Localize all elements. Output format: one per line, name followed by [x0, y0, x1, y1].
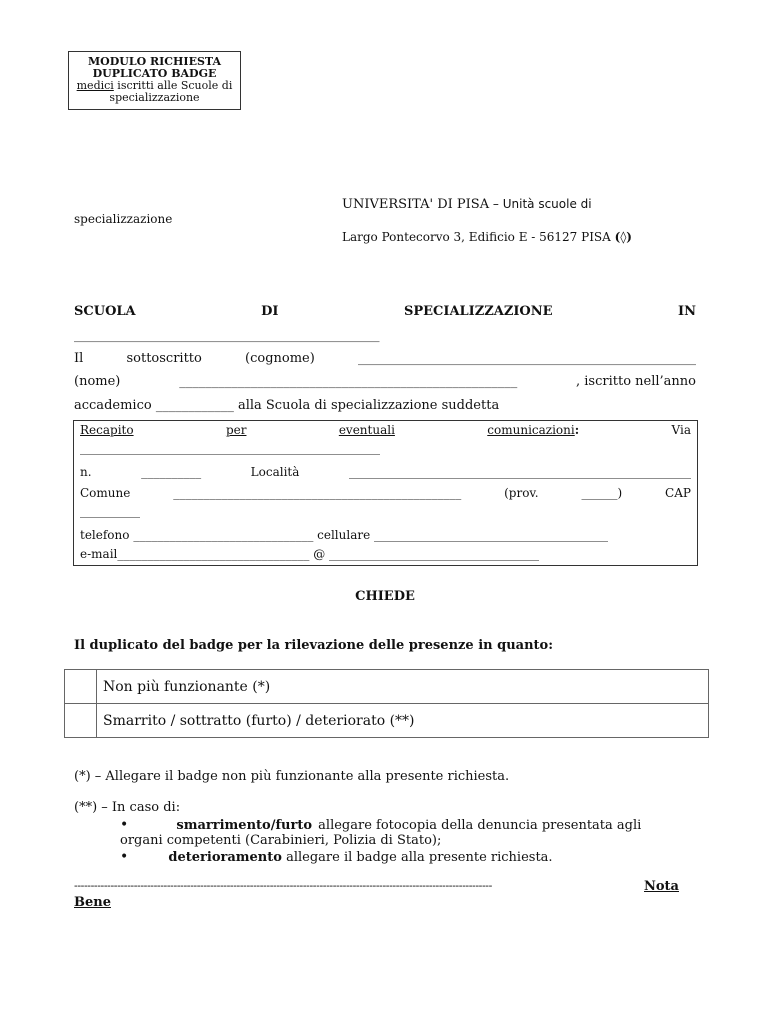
name-field[interactable]: ____________________________________________________ — [179, 374, 518, 389]
form-title-box — [68, 51, 241, 110]
bullet-2: • deterioramento allegare il badge alla presente richiesta. — [120, 849, 553, 865]
option-row — [65, 670, 709, 704]
footer-separator: ------------------------------------------------------------------------------------------------------------------------------ — [74, 879, 492, 892]
address-street: Largo Pontecorvo 3, Edificio E - 56127 PISA (◊) — [342, 230, 632, 244]
note-1: (*) – Allegare il badge non più funzionante alla presente richiesta. — [74, 769, 510, 784]
locality-field[interactable]: _________________________________________________________ — [348, 465, 691, 479]
footer-nota: Nota — [644, 879, 679, 894]
chiede-heading: CHIEDE — [355, 589, 415, 604]
title-line-4: specializzazione — [109, 91, 200, 104]
name-line: (nome) ____________________________________________________ , iscritto nell’anno — [74, 374, 696, 389]
contact-header-row: Recapito per eventuali comunicazioni: Via — [80, 423, 691, 437]
email-user-field[interactable]: ________________________________ — [117, 547, 310, 561]
address-specializzazione: specializzazione — [74, 212, 173, 226]
number-field[interactable]: __________ — [141, 465, 202, 479]
title-line-2: DUPLICATO BADGE — [92, 67, 217, 80]
academic-year-line: accademico ____________ alla Scuola di specializzazione suddetta — [74, 398, 500, 413]
cap-field[interactable]: __________ — [80, 504, 140, 518]
option-not-working: Non più funzionante (*) — [97, 670, 709, 704]
school-blank[interactable]: _______________________________________________ — [74, 328, 380, 343]
bullet-icon: • — [120, 849, 129, 865]
bullet-icon: • — [120, 817, 129, 833]
checkbox-lost-stolen[interactable] — [65, 704, 97, 738]
note-2: (**) – In caso di: — [74, 800, 181, 815]
diamond-icon: (◊) — [614, 230, 632, 244]
surname-line: Il sottoscritto (cognome) ____________________________________________________ — [74, 351, 696, 366]
school-heading: SCUOLA DI SPECIALIZZAZIONE IN — [74, 304, 696, 319]
checkbox-not-working[interactable] — [65, 670, 97, 704]
phone-row: telefono ______________________________ cellulare _______________________________________ — [80, 528, 609, 542]
mobile-field[interactable]: _______________________________________ — [374, 528, 609, 542]
option-lost-stolen: Smarrito / sottratto (furto) / deteriorato (**) — [97, 704, 709, 738]
comune-field[interactable]: ________________________________________________ — [173, 486, 462, 500]
bullet-1: • smarrimento/furto allegare fotocopia della denuncia presentata agli — [120, 817, 642, 833]
province-field[interactable]: ______) — [581, 486, 623, 500]
via-field[interactable]: __________________________________________________ — [80, 441, 380, 455]
address-university: UNIVERSITA' DI PISA – Unità scuole di — [342, 197, 592, 212]
option-row — [65, 704, 709, 738]
request-text: Il duplicato del badge per la rilevazione delle presenze in quanto: — [74, 638, 554, 653]
number-locality-row: n. __________ Località _________________________________________________________ — [80, 465, 691, 479]
bullet-1-continued: organi competenti (Carabinieri, Polizia di Stato); — [120, 833, 442, 848]
academic-year-field[interactable]: ____________ — [155, 398, 234, 413]
title-line-3: medici iscritti alle Scuole di — [76, 79, 233, 92]
title-line-1: MODULO RICHIESTA — [87, 55, 222, 68]
surname-field[interactable]: ____________________________________________________ — [357, 351, 696, 366]
footer-bene: Bene — [74, 895, 111, 910]
phone-field[interactable]: ______________________________ — [133, 528, 314, 542]
comune-row: Comune ________________________________________________ (prov. ______) CAP — [80, 486, 691, 500]
email-row: e-mail________________________________ @ ___________________________________ — [80, 547, 540, 561]
email-domain-field[interactable]: ___________________________________ — [329, 547, 540, 561]
options-table — [64, 669, 709, 738]
contact-box — [73, 420, 698, 566]
